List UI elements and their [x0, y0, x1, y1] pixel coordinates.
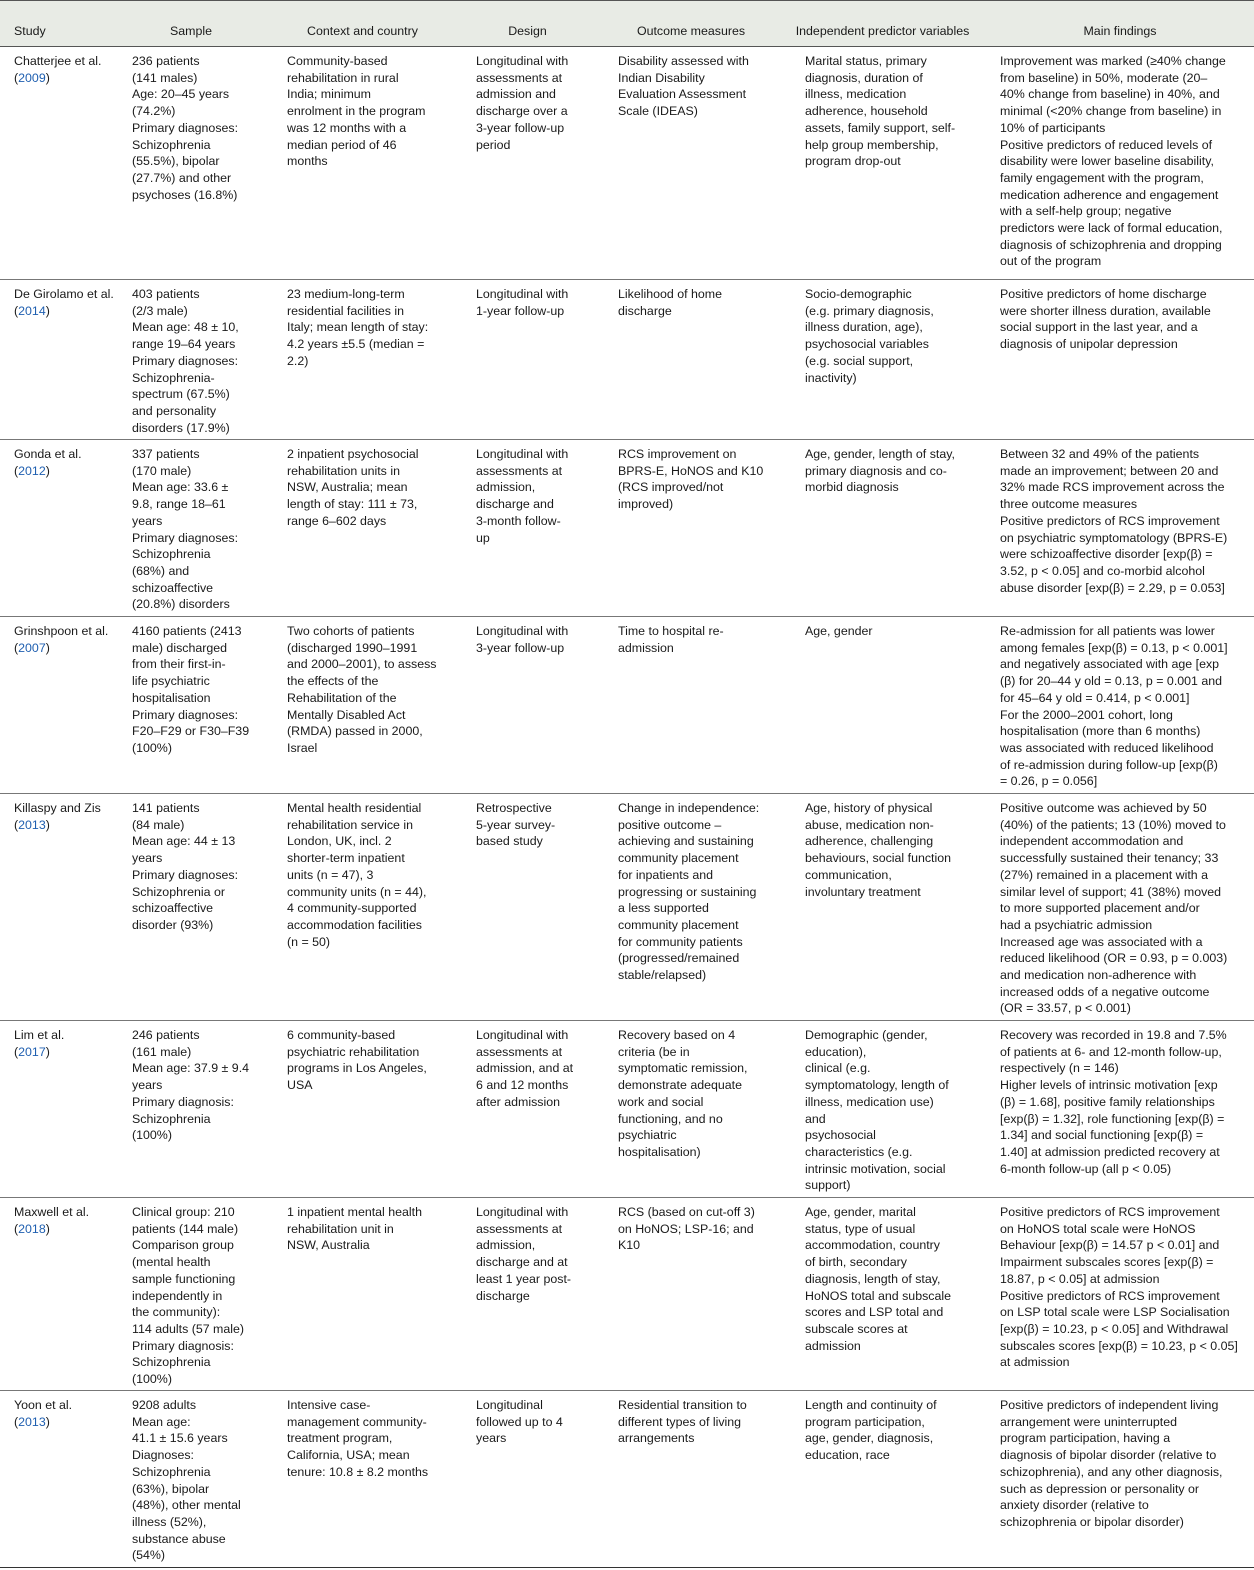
outcome-cell: Residential transition to different types of living arrangements — [618, 1398, 747, 1446]
citation-link[interactable]: 2017 — [18, 1044, 46, 1059]
header-context: Context and country — [307, 24, 418, 39]
study-cell: Killaspy and Zis (2013) — [14, 801, 101, 832]
table-row — [0, 617, 1254, 794]
citation-link[interactable]: 2018 — [18, 1221, 46, 1236]
design-cell: Longitudinal with 1-year follow-up — [476, 287, 569, 318]
findings-cell: Improvement was marked (≥40% change from baseline) in 50%, moderate (20– 40% change from baseline) in 40%, and minimal (<20% change from baseline) in 10% of participants Positive predictors of reduced levels of disability were lower baseline disability, family engagement with the program, medication adherence and engagement with a self-help group; negative predictors were lack of formal education, diagnosis of schizophrenia and dropping out of the program — [1000, 54, 1226, 269]
context-cell: 1 inpatient mental health rehabilitation unit in NSW, Australia — [287, 1205, 423, 1253]
predictors-cell: Age, gender, length of stay, primary diagnosis and co- morbid diagnosis — [805, 447, 955, 495]
outcome-cell: RCS (based on cut-off 3) on HoNOS; LSP-16; and K10 — [618, 1205, 755, 1253]
study-cell: Lim et al. (2017) — [14, 1028, 65, 1059]
context-cell: Intensive case- management community- treatment program, California, USA; mean tenure: 10.8 ± 8.2 months — [287, 1398, 429, 1479]
sample-cell: 337 patients (170 male) Mean age: 33.6 ± 9.8, range 18–61 years Primary diagnoses: Schizophrenia (68%) and schizoaffective (20.8%) disorders — [132, 447, 239, 612]
study-author: Killaspy and Zis — [14, 801, 101, 815]
citation-link[interactable]: 2009 — [18, 70, 46, 85]
predictors-cell: Age, gender, marital status, type of usual accommodation, country of birth, secondary diagnosis, length of stay, HoNOS total and subscale scores and LSP total and subscale scores at admission — [805, 1205, 952, 1353]
citation-link[interactable]: 2013 — [18, 1414, 46, 1429]
citation-link[interactable]: 2007 — [18, 640, 46, 655]
header-study: Study — [14, 24, 46, 39]
citation-link[interactable]: 2012 — [18, 463, 46, 478]
context-cell: Community-based rehabilitation in rural India; minimum enrolment in the program was 12 months with a median period of 46 months — [287, 54, 426, 169]
study-cell: De Girolamo et al. (2014) — [14, 287, 114, 318]
study-author: Chatterjee et al. — [14, 54, 102, 68]
design-cell: Retrospective 5-year survey- based study — [476, 801, 556, 849]
header-outcome: Outcome measures — [636, 24, 746, 39]
citation-link[interactable]: 2013 — [18, 817, 46, 832]
findings-cell: Recovery was recorded in 19.8 and 7.5% of patients at 6- and 12-month follow-up, respectively (n = 146) Higher levels of intrinsic motivation [exp (β) = 1.68], positive family relationships [exp(β) = 1.32], role functioning [exp(β) = 1.34] and social functioning [exp(β) = 1.40] at admission predicted recovery at 6-month follow-up (all p < 0.05) — [1000, 1028, 1227, 1176]
study-cell: Chatterjee et al. (2009) — [14, 54, 102, 85]
design-cell: Longitudinal with 3-year follow-up — [476, 624, 569, 655]
findings-cell: Re-admission for all patients was lower among females [exp(β) = 0.13, p < 0.001] and negatively associated with age [exp (β) for 20–44 y old = 0.13, p = 0.001 and for 45–64 y old = 0.414, p < 0.001] For the 2000–2001 cohort, long hospitalisation (more than 6 months) was associated with reduced likelihood of re-admission during follow-up [exp(β) = 0.26, p = 0.056] — [1000, 624, 1228, 789]
header-design: Design — [508, 24, 547, 39]
findings-cell: Positive predictors of independent living arrangement were uninterrupted program participation, having a diagnosis of bipolar disorder (relative to schizophrenia), and any other diagnosis, such as depression or personality or anxiety disorder (relative to schizophrenia or bipolar disorder) — [1000, 1398, 1223, 1529]
outcome-cell: Likelihood of home discharge — [618, 287, 723, 318]
predictors-cell: Age, gender — [805, 624, 873, 638]
study-cell: Grinshpoon et al. (2007) — [14, 624, 109, 655]
header-predictors: Independent predictor variables — [795, 24, 970, 39]
study-author: Yoon et al. — [14, 1398, 73, 1412]
sample-cell: 141 patients (84 male) Mean age: 44 ± 13 years Primary diagnoses: Schizophrenia or schizoaffective disorder (93%) — [132, 801, 239, 932]
predictors-cell: Demographic (gender, education), clinical (e.g. symptomatology, length of illness, medication use) and psychosocial characteristics (e.g. intrinsic motivation, social support) — [805, 1028, 949, 1193]
outcome-cell: Time to hospital re- admission — [618, 624, 724, 655]
findings-cell: Between 32 and 49% of the patients made an improvement; between 20 and 32% made RCS improvement across the three outcome measures Positive predictors of RCS improvement on psychiatric symptomatology (BPRS-E) were schizoaffective disorder [exp(β) = 3.52, p < 0.05] and co-morbid alcohol abuse disorder [exp(β) = 2.29, p = 0.053] — [1000, 447, 1228, 595]
sample-cell: 236 patients (141 males) Age: 20–45 years (74.2%) Primary diagnoses: Schizophrenia (55.5%), bipolar (27.7%) and other psychoses (16.8%) — [132, 54, 239, 202]
table-header — [0, 0, 1254, 47]
context-cell: Two cohorts of patients (discharged 1990–1991 and 2000–2001), to assess the effects of the Rehabilitation of the Mentally Disabled Act (RMDA) passed in 2000, Israel — [287, 624, 437, 755]
predictors-cell: Age, history of physical abuse, medication non- adherence, challenging behaviours, social function communication, involuntary treatment — [805, 801, 952, 899]
study-author: De Girolamo et al. — [14, 287, 114, 301]
table-row — [0, 280, 1254, 440]
design-cell: Longitudinal with assessments at admission, and at 6 and 12 months after admission — [476, 1028, 574, 1109]
design-cell: Longitudinal with assessments at admission, discharge and at least 1 year post- discharge — [476, 1205, 572, 1303]
context-cell: 6 community-based psychiatric rehabilitation programs in Los Angeles, USA — [287, 1028, 427, 1093]
study-cell: Yoon et al. (2013) — [14, 1398, 73, 1429]
header-findings: Main findings — [1083, 24, 1157, 39]
design-cell: Longitudinal with assessments at admission and discharge over a 3-year follow-up period — [476, 54, 569, 152]
citation-link[interactable]: 2014 — [18, 303, 46, 318]
predictors-cell: Length and continuity of program participation, age, gender, diagnosis, education, race — [805, 1398, 937, 1463]
study-cell: Gonda et al. (2012) — [14, 447, 82, 478]
table-row — [0, 47, 1254, 280]
table-row — [0, 794, 1254, 1021]
table-row — [0, 440, 1254, 617]
predictors-cell: Marital status, primary diagnosis, duration of illness, medication adherence, household assets, family support, self- help group membership, program drop-out — [805, 54, 956, 169]
sample-cell: 403 patients (2/3 male) Mean age: 48 ± 10, range 19–64 years Primary diagnoses: Schizophrenia- spectrum (67.5%) and personality disorders (17.9%) — [132, 287, 239, 435]
sample-cell: Clinical group: 210 patients (144 male) Comparison group (mental health sample functioning independently in the community): 114 adults (57 male) Primary diagnosis: Schizophrenia (100%) — [132, 1205, 245, 1387]
design-cell: Longitudinal with assessments at admission, discharge and 3-month follow- up — [476, 447, 569, 545]
predictors-cell: Socio-demographic (e.g. primary diagnosis, illness duration, age), psychosocial variables (e.g. social support, inactivity) — [805, 287, 934, 385]
context-cell: 2 inpatient psychosocial rehabilitation units in NSW, Australia; mean length of stay: 111 ± 73, range 6–602 days — [287, 447, 419, 528]
study-cell: Maxwell et al. (2018) — [14, 1205, 90, 1236]
context-cell: Mental health residential rehabilitation service in London, UK, incl. 2 shorter-term inpatient units (n = 47), 3 community units (n = 44), 4 community-supported accommodation facilities (n = 50) — [287, 801, 427, 949]
sample-cell: 4160 patients (2413 male) discharged from their first-in- life psychiatric hospitalisation Primary diagnoses: F20–F29 or F30–F39 (100%) — [132, 624, 250, 755]
table-row — [0, 1391, 1254, 1568]
context-cell: 23 medium-long-term residential facilities in Italy; mean length of stay: 4.2 years ±5.5 (median = 2.2) — [287, 287, 429, 368]
sample-cell: 246 patients (161 male) Mean age: 37.9 ± 9.4 years Primary diagnosis: Schizophrenia (100%) — [132, 1028, 250, 1143]
outcome-cell: RCS improvement on BPRS-E, HoNOS and K10 (RCS improved/not improved) — [618, 447, 764, 512]
table-row — [0, 1021, 1254, 1198]
table-row — [0, 1198, 1254, 1391]
study-author: Grinshpoon et al. — [14, 624, 109, 638]
findings-cell: Positive predictors of home discharge were shorter illness duration, available social support in the last year, and a diagnosis of unipolar depression — [1000, 287, 1211, 352]
design-cell: Longitudinal followed up to 4 years — [476, 1398, 563, 1446]
findings-cell: Positive predictors of RCS improvement on HoNOS total scale were HoNOS Behaviour [exp(β) = 14.57 p < 0.01] and Impairment subscales scores [exp(β) = 18.87, p < 0.05] at admission Positive predictors of RCS improvement on LSP total scale were LSP Socialisation [exp(β) = 10.23, p < 0.05] and Withdrawal subscales scores [exp(β) = 10.23, p < 0.05] at admission — [1000, 1205, 1238, 1370]
outcome-cell: Change in independence: positive outcome – achieving and sustaining community placement for inpatients and progressing or sustaining a less supported community placement for community patients (progressed/remained stable/relapsed) — [618, 801, 760, 983]
findings-cell: Positive outcome was achieved by 50 (40%) of the patients; 13 (10%) moved to independent accommodation and successfully sustained their tenancy; 33 (27%) remained in a placement with a similar level of support; 41 (38%) moved to more supported placement and/or had a psychiatric admission Increased age was associated with a reduced likelihood (OR = 0.93, p = 0.003) and medication non-adherence with increased odds of a negative outcome (OR = 33.57, p < 0.001) — [1000, 801, 1228, 1016]
outcome-cell: Recovery based on 4 criteria (be in symptomatic remission, demonstrate adequate work and social functioning, and no psychiatric hospitalisation) — [618, 1028, 748, 1159]
sample-cell: 9208 adults Mean age: 41.1 ± 15.6 years Diagnoses: Schizophrenia (63%), bipolar (48%), other mental illness (52%), substance abuse (54%) — [132, 1398, 241, 1563]
outcome-cell: Disability assessed with Indian Disability Evaluation Assessment Scale (IDEAS) — [618, 54, 749, 119]
study-author: Gonda et al. — [14, 447, 82, 461]
study-author: Lim et al. — [14, 1028, 65, 1042]
study-author: Maxwell et al. — [14, 1205, 90, 1219]
header-sample: Sample — [169, 24, 212, 39]
